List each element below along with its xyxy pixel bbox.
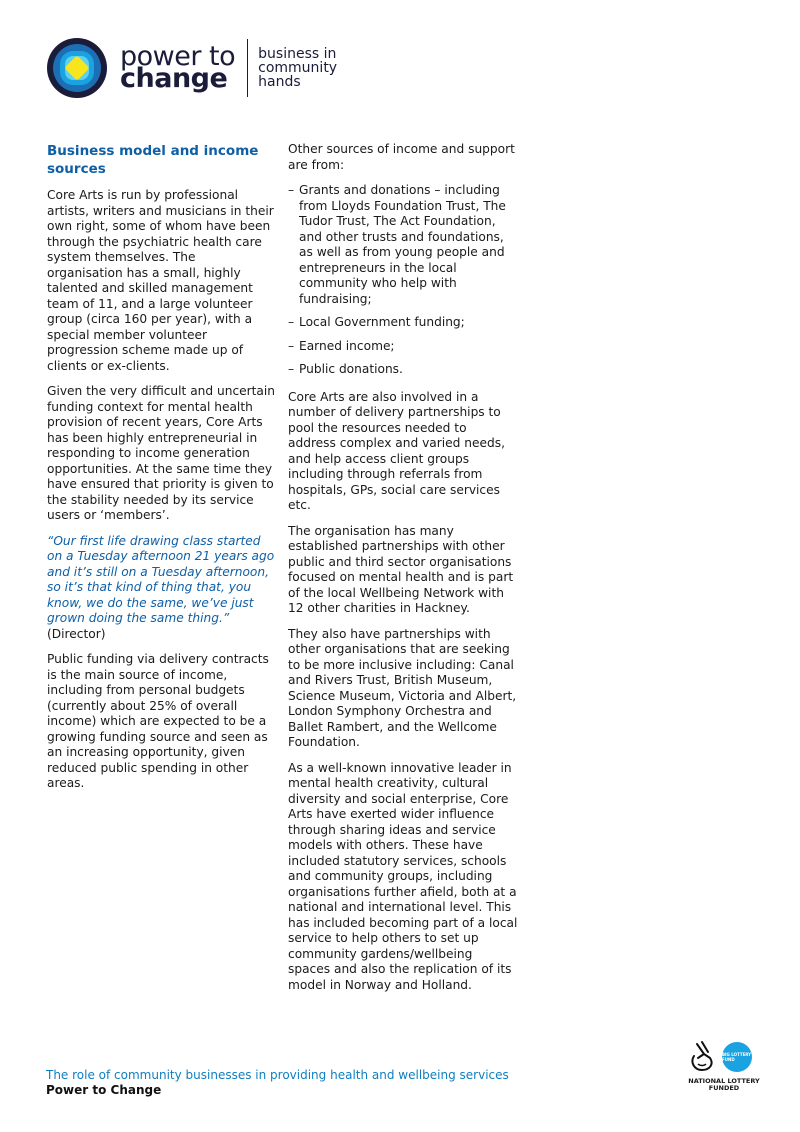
national-lottery-funded-label: NATIONAL LOTTERY FUNDED	[688, 1077, 760, 1092]
list-item: – Local Government funding;	[288, 315, 518, 331]
list-item: – Earned income;	[288, 339, 518, 355]
crossed-fingers-icon	[688, 1040, 718, 1076]
page-footer	[46, 1068, 509, 1098]
footer-report-title: The role of community businesses in providing health and wellbeing services	[46, 1068, 509, 1082]
logo-wordmark	[120, 41, 236, 94]
logo-tagline	[258, 47, 337, 89]
list-item: – Public donations.	[288, 362, 518, 378]
quote-attribution: (Director)	[47, 626, 106, 641]
quote-text: “Our first life drawing class started on a Tuesday afternoon 21 years ago and it’s still on a Tuesday afternoon, so it’s that kind of thing that, you know, we do the same, we’ve just grown doing the same thing.”	[47, 533, 275, 625]
right-column	[288, 142, 518, 1003]
paragraph: Core Arts are also involved in a number of delivery partnerships to pool the resources needed to address complex and varied needs, and help access client groups including through referrals from hospitals, GPs, social care services etc.	[288, 389, 505, 512]
list-intro: Other sources of income and support are from:	[288, 142, 515, 172]
tagline-line: hands	[258, 74, 301, 90]
section-heading: Business model and income sources	[47, 143, 259, 177]
paragraph: Core Arts is run by professional artists, writers and musicians in their own right, some of whom have been through the psychiatric health care system themselves. The organisation has a small, highly talented and skilled management team of 11, and a large volunteer group (circa 160 per year), with a special member volunteer progression scheme made up of clients or ex-clients.	[47, 188, 274, 373]
paragraph: Public funding via delivery contracts is the main source of income, including from personal budgets (currently about 25% of overall income) which are expected to be a growing funding source and seen as an increasing opportunity, given reduced public spending in other areas.	[47, 652, 269, 790]
paragraph: They also have partnerships with other organisations that are seeking to be more inclusive including: Canal and Rivers Trust, British Museum, Science Museum, Victoria and Albert, London Symphony Orchestra and Ballet Rambert, and the Wellcome Foundation.	[288, 626, 517, 749]
director-quote	[47, 534, 275, 643]
logo-line2: change	[120, 63, 228, 94]
left-column	[47, 142, 275, 802]
power-to-change-logo	[46, 38, 337, 98]
paragraph: Given the very difficult and uncertain funding context for mental health provision of recent years, Core Arts has been highly entrepreneurial in responding to income generation opportunities. At the same time they have ensured that priority is given to the stability needed by its service users or ‘members’.	[47, 384, 276, 522]
income-sources-list	[288, 183, 518, 378]
logo-divider	[247, 39, 248, 97]
logo-line1: power to	[120, 41, 236, 72]
tagline-line: business in	[258, 46, 337, 62]
logo-emblem-icon	[46, 37, 108, 99]
big-lottery-fund-badge: BIG LOTTERY FUND	[722, 1042, 752, 1072]
national-lottery-logo	[688, 1040, 758, 1100]
tagline-line: community	[258, 60, 338, 76]
footer-org-name: Power to Change	[46, 1083, 162, 1097]
paragraph: As a well-known innovative leader in mental health creativity, cultural diversity and social enterprise, Core Arts have exerted wider influence through sharing ideas and service models with others. These have included statutory services, schools and community groups, including organisations further afield, both at a national and international level. This has included becoming part of a local service to help others to set up community gardens/wellbeing spaces and also the replication of its model in Norway and Holland.	[288, 760, 518, 992]
list-item: – Grants and donations – including from Lloyds Foundation Trust, The Tudor Trust, The Act Foundation, and other trusts and foundations, as well as from young people and entrepreneurs in the local community who help with fundraising;	[288, 183, 518, 307]
paragraph: The organisation has many established partnerships with other public and third sector organisations focused on mental health and is part of the local Wellbeing Network with 12 other charities in Hackney.	[288, 523, 514, 615]
